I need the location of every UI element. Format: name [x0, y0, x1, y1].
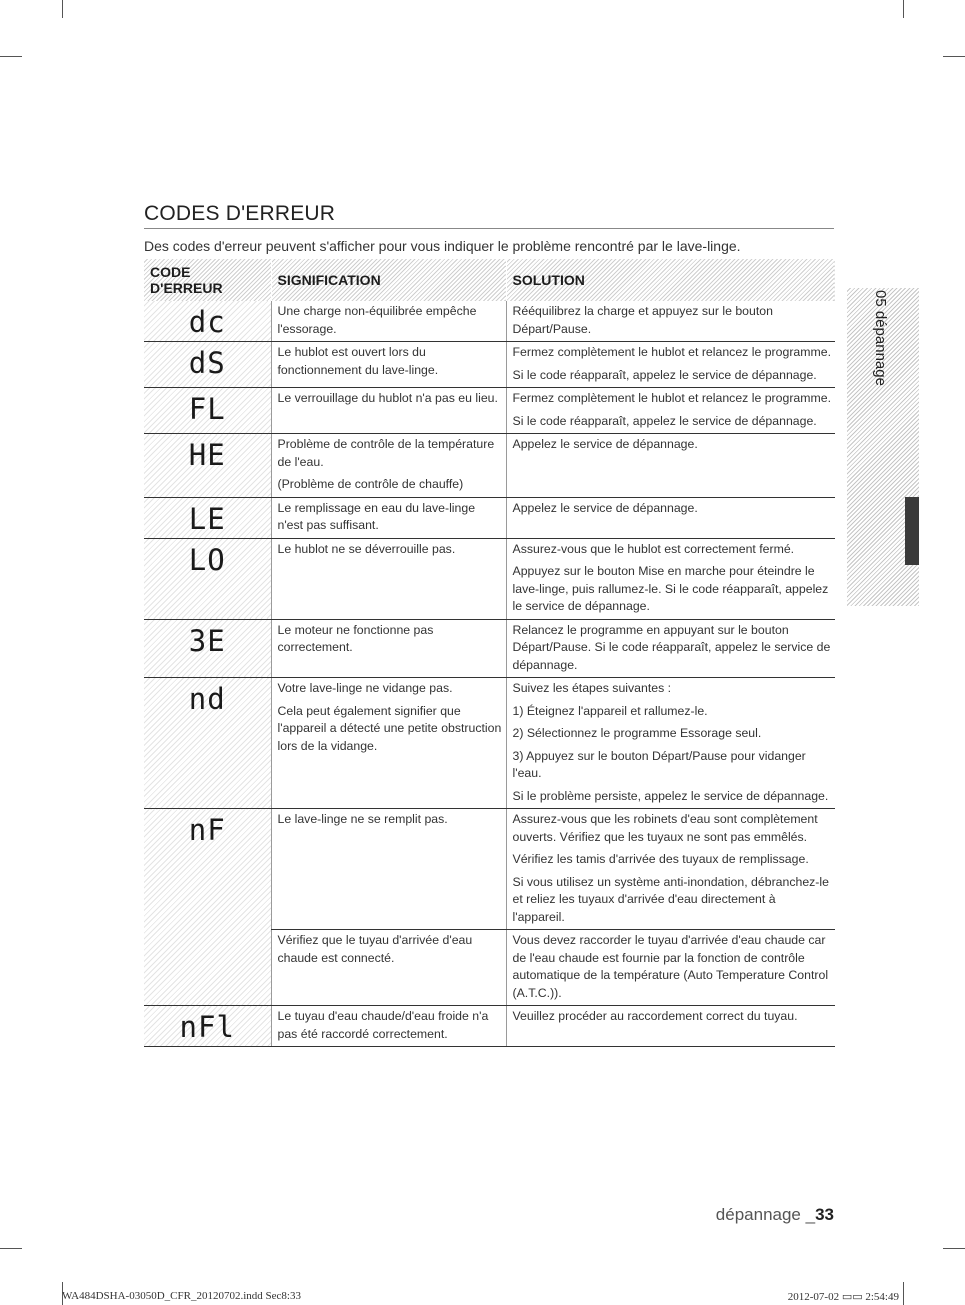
- error-code-display: LE: [188, 501, 226, 536]
- side-tab-marker: [905, 497, 919, 565]
- table-row: [144, 678, 835, 809]
- solution-text: Si le problème persiste, appelez le service de dépannage.: [512, 788, 829, 803]
- error-code-cell: [144, 497, 271, 538]
- side-tab-label: [869, 290, 889, 410]
- error-code-display: dc: [188, 305, 226, 339]
- solution-text: Appelez le service de dépannage.: [512, 500, 698, 515]
- side-tab-text: 05 dépannage: [872, 290, 889, 386]
- solution-text: Assurez-vous que le hublot est correctement fermé.: [512, 541, 795, 556]
- signification-text: (Problème de contrôle de chauffe): [277, 477, 464, 491]
- header-code-line2: D'ERREUR: [150, 280, 223, 296]
- signification-text: Le hublot est ouvert lors du fonctionnement du lave-linge.: [277, 345, 439, 377]
- table-row: [144, 809, 835, 930]
- error-code-display: nFl: [179, 1010, 235, 1044]
- solution-cell: [506, 678, 835, 809]
- error-code-display: nF: [188, 813, 226, 847]
- error-code-cell: [144, 434, 271, 498]
- table-header-row: [144, 259, 835, 301]
- solution-cell: [506, 301, 835, 342]
- header-solution: SOLUTION: [506, 259, 835, 301]
- solution-cell: [506, 497, 835, 538]
- page-footer: [700, 1205, 834, 1225]
- solution-text: Veuillez procéder au raccordement correct du tuyau.: [512, 1009, 798, 1023]
- intro-text: Des codes d'erreur peuvent s'afficher pour vous indiquer le problème rencontré par le lave-linge.: [144, 238, 741, 254]
- solution-text: Rééquilibrez la charge et appuyez sur le bouton Départ/Pause.: [512, 304, 773, 336]
- signification-cell: [271, 678, 506, 809]
- solution-text: 1) Éteignez l'appareil et rallumez-le.: [512, 703, 708, 718]
- signification-cell: [271, 809, 506, 930]
- error-code-cell: [144, 678, 271, 809]
- signification-cell: [271, 434, 506, 498]
- crop-mark: [0, 56, 22, 57]
- solution-text: Appuyez sur le bouton Mise en marche pour éteindre le lave-linge, puis rallumez-le. Si le code réapparaît, appelez le service de dépannage.: [512, 564, 829, 613]
- signification-cell: [271, 388, 506, 434]
- error-code-display: 3E: [188, 623, 226, 658]
- solution-text: Fermez complètement le hublot et relancez le programme.: [512, 391, 831, 405]
- table-row: [144, 301, 835, 342]
- signification-cell: [271, 930, 506, 1006]
- error-code-display: HE: [188, 438, 226, 472]
- header-code: [144, 259, 271, 301]
- solution-text: Si le code réapparaît, appelez le service de dépannage.: [512, 367, 817, 382]
- header-code-line1: CODE: [150, 264, 191, 280]
- solution-cell: [506, 1006, 835, 1047]
- solution-text: Suivez les étapes suivantes :: [512, 681, 672, 695]
- header-signification: SIGNIFICATION: [271, 259, 506, 301]
- signification-cell: [271, 342, 506, 388]
- solution-text: Si le code réapparaît, appelez le service de dépannage.: [512, 413, 817, 428]
- solution-text: Fermez complètement le hublot et relancez le programme.: [512, 345, 831, 359]
- footer-section: dépannage _: [715, 1205, 816, 1224]
- crop-mark: [903, 0, 904, 18]
- crop-mark: [62, 0, 63, 18]
- signification-text: Le tuyau d'eau chaude/d'eau froide n'a pas été raccordé correctement.: [277, 1009, 489, 1041]
- error-code-cell: [144, 809, 271, 1006]
- signification-text: Le hublot ne se déverrouille pas.: [277, 541, 456, 556]
- table-row: [144, 434, 835, 498]
- error-code-display: FL: [188, 392, 226, 426]
- signification-text: Cela peut également signifier que l'appareil a détecté une petite obstruction lors de la vidange.: [277, 703, 502, 753]
- error-code-display: LO: [188, 542, 226, 577]
- signification-text: Une charge non-équilibrée empêche l'essorage.: [277, 304, 477, 336]
- signification-text: Le moteur ne fonctionne pas correctement.: [277, 622, 434, 654]
- crop-mark: [943, 56, 965, 57]
- page-number: 33: [815, 1205, 834, 1224]
- crop-mark: [943, 1248, 965, 1249]
- error-codes-table: [144, 259, 835, 1047]
- signification-cell: [271, 538, 506, 619]
- solution-cell: [506, 342, 835, 388]
- print-slug-file: WA484DSHA-03050D_CFR_20120702.indd Sec8:33: [62, 1290, 301, 1302]
- solution-text: Vérifiez les tamis d'arrivée des tuyaux de remplissage.: [512, 852, 809, 866]
- solution-text: Vous devez raccorder le tuyau d'arrivée d'eau chaude car de l'eau chaude est fournie par la fonction de contrôle automatique de la température (Auto Temperature Control (A.T.C.)).: [512, 933, 829, 1000]
- crop-mark: [903, 1282, 904, 1305]
- signification-cell: [271, 619, 506, 678]
- signification-cell: [271, 497, 506, 538]
- crop-mark: [0, 1248, 22, 1249]
- solution-text: Relancez le programme en appuyant sur le bouton Départ/Pause. Si le code réapparaît, appelez le service de dépannage.: [512, 622, 831, 672]
- error-code-cell: [144, 619, 271, 678]
- table-row: [144, 619, 835, 678]
- solution-cell: [506, 388, 835, 434]
- error-code-display: nd: [188, 682, 226, 716]
- solution-cell: [506, 809, 835, 930]
- print-slug-date: 2012-07-02 ▭▭ 2:54:49: [787, 1291, 899, 1303]
- signification-text: Problème de contrôle de la température de l'eau.: [277, 437, 495, 469]
- error-code-cell: [144, 301, 271, 342]
- error-code-cell: [144, 1006, 271, 1047]
- signification-cell: [271, 301, 506, 342]
- error-code-display: dS: [188, 346, 226, 380]
- error-code-cell: [144, 538, 271, 619]
- signification-text: Vérifiez que le tuyau d'arrivée d'eau chaude est connecté.: [277, 933, 473, 965]
- error-code-cell: [144, 388, 271, 434]
- signification-text: Le lave-linge ne se remplit pas.: [277, 812, 448, 826]
- solution-text: Si vous utilisez un système anti-inondation, débranchez-le et reliez les tuyaux d'arrivée d'eau directement à l'appareil.: [512, 874, 829, 924]
- solution-cell: [506, 930, 835, 1006]
- solution-text: 3) Appuyez sur le bouton Départ/Pause pour vidanger l'eau.: [512, 748, 806, 780]
- solution-cell: [506, 538, 835, 619]
- signification-text: Votre lave-linge ne vidange pas.: [277, 681, 453, 695]
- table-row: [144, 497, 835, 538]
- table-body: [144, 301, 835, 1047]
- solution-text: 2) Sélectionnez le programme Essorage seul.: [512, 726, 762, 740]
- solution-text: Assurez-vous que les robinets d'eau sont complètement ouverts. Vérifiez que les tuyaux ne sont pas emmêlés.: [512, 812, 818, 844]
- signification-text: Le remplissage en eau du lave-linge n'est pas suffisant.: [277, 500, 476, 532]
- table-row: [144, 342, 835, 388]
- page-title: CODES D'ERREUR: [144, 202, 834, 229]
- table-row: [144, 1006, 835, 1047]
- table-row: [144, 388, 835, 434]
- signification-text: Le verrouillage du hublot n'a pas eu lieu.: [277, 391, 498, 405]
- solution-cell: [506, 434, 835, 498]
- solution-text: Appelez le service de dépannage.: [512, 437, 698, 451]
- solution-cell: [506, 619, 835, 678]
- table-row: [144, 538, 835, 619]
- error-code-cell: [144, 342, 271, 388]
- signification-cell: [271, 1006, 506, 1047]
